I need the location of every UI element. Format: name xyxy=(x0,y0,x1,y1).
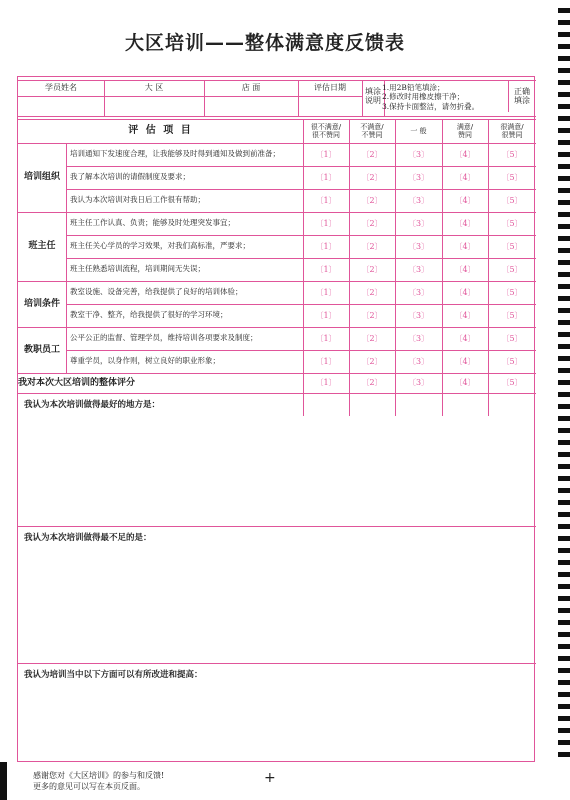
instructions-text xyxy=(382,83,512,111)
grid-line xyxy=(362,80,536,81)
registration-mark xyxy=(558,32,570,37)
rating-option-3[interactable]: 〔3〕 xyxy=(407,195,430,205)
registration-mark xyxy=(558,464,570,469)
rating-option-2[interactable]: 〔2〕 xyxy=(361,149,383,159)
comment-section-label-1: 我认为本次培训做得最好的地方是： xyxy=(24,400,161,410)
rating-option-4[interactable]: 〔4〕 xyxy=(454,172,476,182)
rating-option-1[interactable]: 〔1〕 xyxy=(315,241,337,251)
rating-option-2[interactable]: 〔2〕 xyxy=(361,356,383,366)
question-text: 班主任熟悉培训流程，培训期间无失误； xyxy=(70,264,205,274)
registration-mark xyxy=(558,368,570,373)
registration-mark xyxy=(558,8,570,13)
date-field[interactable] xyxy=(298,96,362,116)
grid-line xyxy=(18,663,536,664)
registration-mark xyxy=(558,356,570,361)
grid-line xyxy=(18,393,536,394)
category-4: 教职员工 xyxy=(23,344,60,355)
rating-option-5[interactable]: 〔5〕 xyxy=(501,149,523,159)
comment-area-2[interactable] xyxy=(18,544,536,661)
question-text: 班主任工作认真、负责；能够及时处理突发事宜； xyxy=(70,218,235,228)
rating-option-4[interactable]: 〔4〕 xyxy=(454,218,476,228)
rating-header-1: 很不满意/ 很不赞同 xyxy=(310,122,342,139)
registration-mark xyxy=(558,176,570,181)
registration-mark xyxy=(558,404,570,409)
footer-text xyxy=(33,770,164,792)
instruction-1: 1.用2B铅笔填涂； xyxy=(382,83,445,92)
grid-line xyxy=(298,80,299,116)
grid-line xyxy=(362,80,363,116)
rating-option-3[interactable]: 〔3〕 xyxy=(407,333,430,343)
question-text: 培训通知下发速度合理，让我能够及时得到通知及做到前准备； xyxy=(70,149,280,159)
rating-option-3[interactable]: 〔3〕 xyxy=(407,356,430,366)
registration-mark xyxy=(558,284,570,289)
category-3: 培训条件 xyxy=(23,298,60,309)
grid-line xyxy=(18,96,362,97)
registration-mark xyxy=(558,668,570,673)
registration-mark xyxy=(558,644,570,649)
registration-mark xyxy=(558,728,570,733)
registration-mark xyxy=(558,656,570,661)
registration-mark xyxy=(558,488,570,493)
rating-option-2[interactable]: 〔2〕 xyxy=(361,218,383,228)
registration-mark xyxy=(558,92,570,97)
registration-mark xyxy=(558,716,570,721)
feedback-form xyxy=(17,76,535,762)
rating-option-2[interactable]: 〔2〕 xyxy=(361,195,383,205)
registration-mark xyxy=(558,452,570,457)
question-text: 尊重学员，以身作则，树立良好的职业形象； xyxy=(70,356,220,366)
footer-line-2: 更多的意见可以写在本页反面。 xyxy=(33,782,145,792)
plus-mark: + xyxy=(264,770,276,786)
rating-option-4[interactable]: 〔4〕 xyxy=(454,149,476,159)
registration-mark xyxy=(558,260,570,265)
page-title: 大区培训——整体满意度反馈表 xyxy=(124,32,405,54)
registration-mark xyxy=(558,116,570,121)
registration-mark xyxy=(558,692,570,697)
grid-line xyxy=(66,143,67,212)
registration-mark xyxy=(558,524,570,529)
rating-option-5[interactable]: 〔5〕 xyxy=(501,241,523,251)
rating-option-2[interactable]: 〔2〕 xyxy=(361,287,383,297)
student-name-label: 学员姓名 xyxy=(45,83,77,93)
registration-mark xyxy=(558,44,570,49)
rating-option-5[interactable]: 〔5〕 xyxy=(501,218,523,228)
rating-option-5[interactable]: 〔5〕 xyxy=(501,310,523,320)
rating-option-2[interactable]: 〔2〕 xyxy=(361,172,383,182)
instructions-label: 填涂 说明 xyxy=(365,86,381,105)
rating-option-2[interactable]: 〔2〕 xyxy=(361,333,383,343)
registration-mark xyxy=(558,236,570,241)
registration-mark xyxy=(558,200,570,205)
rating-option-5[interactable]: 〔5〕 xyxy=(501,287,523,297)
rating-option-3[interactable]: 〔3〕 xyxy=(407,172,430,182)
registration-mark xyxy=(558,680,570,685)
comment-section-label-3: 我认为培训当中以下方面可以有所改进和提高： xyxy=(24,670,203,680)
question-text: 班主任关心学员的学习效果，对我们高标准，严要求； xyxy=(70,241,250,251)
registration-mark xyxy=(558,164,570,169)
student-name-field[interactable] xyxy=(18,96,104,116)
rating-option-3[interactable]: 〔3〕 xyxy=(407,218,430,228)
registration-mark xyxy=(558,140,570,145)
region-field[interactable] xyxy=(104,96,204,116)
overall-rating-option-4[interactable]: 〔4〕 xyxy=(454,378,476,388)
rating-header-5: 很满意/ 很赞同 xyxy=(500,122,524,139)
rating-option-3[interactable]: 〔3〕 xyxy=(407,241,430,251)
question-text: 教室设施、设备完善，给我提供了良好的培训体验； xyxy=(70,287,243,297)
rating-option-1[interactable]: 〔1〕 xyxy=(315,195,337,205)
store-field[interactable] xyxy=(204,96,298,116)
rating-option-1[interactable]: 〔1〕 xyxy=(315,264,337,274)
date-label: 评估日期 xyxy=(314,83,346,93)
question-text: 教室干净、整齐，给我提供了很好的学习环境； xyxy=(70,310,228,320)
comment-area-1[interactable] xyxy=(18,411,536,524)
rating-option-1[interactable]: 〔1〕 xyxy=(315,356,337,366)
registration-mark xyxy=(558,620,570,625)
registration-mark xyxy=(558,392,570,397)
rating-option-4[interactable]: 〔4〕 xyxy=(454,333,476,343)
instruction-3: 3.保持卡面整洁，请勿折叠。 xyxy=(382,101,480,111)
registration-mark xyxy=(558,20,570,25)
registration-mark xyxy=(558,740,570,745)
registration-mark xyxy=(558,380,570,385)
category-2: 班主任 xyxy=(28,241,56,252)
rating-option-5[interactable]: 〔5〕 xyxy=(501,356,523,366)
rating-option-3[interactable]: 〔3〕 xyxy=(407,287,430,297)
items-label: 评 估 项 目 xyxy=(128,125,193,137)
overall-rating-option-2[interactable]: 〔2〕 xyxy=(361,378,383,388)
registration-mark xyxy=(558,104,570,109)
question-text: 公平公正的监督、管理学员，维持培训各项要求及制度； xyxy=(70,333,258,343)
registration-mark xyxy=(558,428,570,433)
registration-mark xyxy=(558,272,570,277)
grid-line xyxy=(66,212,67,281)
registration-mark xyxy=(558,56,570,61)
registration-mark xyxy=(558,68,570,73)
rating-option-5[interactable]: 〔5〕 xyxy=(501,264,523,274)
registration-mark xyxy=(558,704,570,709)
overall-rating-option-1[interactable]: 〔1〕 xyxy=(315,378,337,388)
rating-option-4[interactable]: 〔4〕 xyxy=(454,287,476,297)
rating-option-4[interactable]: 〔4〕 xyxy=(454,356,476,366)
rating-option-5[interactable]: 〔5〕 xyxy=(501,195,523,205)
rating-option-1[interactable]: 〔1〕 xyxy=(315,218,337,228)
registration-mark xyxy=(558,128,570,133)
question-text: 我认为本次培训对我日后工作很有帮助； xyxy=(70,195,205,205)
registration-mark xyxy=(558,332,570,337)
rating-option-2[interactable]: 〔2〕 xyxy=(361,310,383,320)
rating-option-5[interactable]: 〔5〕 xyxy=(501,172,523,182)
registration-mark xyxy=(558,632,570,637)
registration-mark xyxy=(558,752,570,757)
registration-mark xyxy=(558,188,570,193)
rating-option-5[interactable]: 〔5〕 xyxy=(501,333,523,343)
registration-mark xyxy=(558,296,570,301)
overall-rating-option-3[interactable]: 〔3〕 xyxy=(407,378,430,388)
registration-mark xyxy=(558,416,570,421)
registration-mark xyxy=(558,476,570,481)
registration-mark-bottom-left xyxy=(0,762,7,800)
registration-mark xyxy=(558,596,570,601)
rating-header-4: 满意/ 赞同 xyxy=(456,122,474,139)
rating-option-3[interactable]: 〔3〕 xyxy=(407,149,430,159)
overall-rating-option-5[interactable]: 〔5〕 xyxy=(501,378,523,388)
registration-mark xyxy=(558,212,570,217)
rating-header-3: 一 般 xyxy=(410,126,427,135)
rating-option-2[interactable]: 〔2〕 xyxy=(361,264,383,274)
registration-marks xyxy=(558,8,570,758)
registration-mark xyxy=(558,224,570,229)
grid-line xyxy=(18,526,536,527)
overall-rating-label: 我对本次大区培训的整体评分 xyxy=(18,377,136,388)
registration-mark xyxy=(558,152,570,157)
registration-mark xyxy=(558,320,570,325)
rating-header-2: 不满意/ 不赞同 xyxy=(360,122,384,139)
grid-line xyxy=(204,80,205,116)
grid-line xyxy=(104,80,105,116)
category-1: 培训组织 xyxy=(23,172,60,183)
registration-mark xyxy=(558,512,570,517)
rating-option-3[interactable]: 〔3〕 xyxy=(407,310,430,320)
rating-option-1[interactable]: 〔1〕 xyxy=(315,287,337,297)
rating-option-4[interactable]: 〔4〕 xyxy=(454,195,476,205)
question-text: 我了解本次培训的请假制度及要求； xyxy=(70,172,190,182)
store-label: 店 面 xyxy=(241,83,261,93)
registration-mark xyxy=(558,560,570,565)
registration-mark xyxy=(558,584,570,589)
registration-mark xyxy=(558,80,570,85)
comment-area-3[interactable] xyxy=(18,681,536,761)
correct-fill-label: 正确 填涂 xyxy=(514,86,530,105)
rating-option-4[interactable]: 〔4〕 xyxy=(454,241,476,251)
comment-section-label-2: 我认为本次培训做得最不足的是： xyxy=(24,533,152,543)
registration-mark xyxy=(558,440,570,445)
rating-option-4[interactable]: 〔4〕 xyxy=(454,310,476,320)
registration-mark xyxy=(558,344,570,349)
rating-option-3[interactable]: 〔3〕 xyxy=(407,264,430,274)
grid-line xyxy=(18,80,362,81)
grid-line xyxy=(18,116,536,117)
rating-option-4[interactable]: 〔4〕 xyxy=(454,264,476,274)
rating-option-1[interactable]: 〔1〕 xyxy=(315,310,337,320)
rating-option-2[interactable]: 〔2〕 xyxy=(361,241,383,251)
rating-option-1[interactable]: 〔1〕 xyxy=(315,149,337,159)
registration-mark xyxy=(558,548,570,553)
registration-mark xyxy=(558,572,570,577)
rating-option-1[interactable]: 〔1〕 xyxy=(315,333,337,343)
region-label: 大 区 xyxy=(144,83,164,93)
registration-mark xyxy=(558,248,570,253)
registration-mark xyxy=(558,308,570,313)
registration-mark xyxy=(558,500,570,505)
registration-mark xyxy=(558,608,570,613)
rating-option-1[interactable]: 〔1〕 xyxy=(315,172,337,182)
registration-mark xyxy=(558,536,570,541)
instruction-2: 2.修改时用橡皮擦干净； xyxy=(382,92,465,102)
footer-line-1: 感谢您对《大区培训》的参与和反馈! xyxy=(33,771,165,780)
